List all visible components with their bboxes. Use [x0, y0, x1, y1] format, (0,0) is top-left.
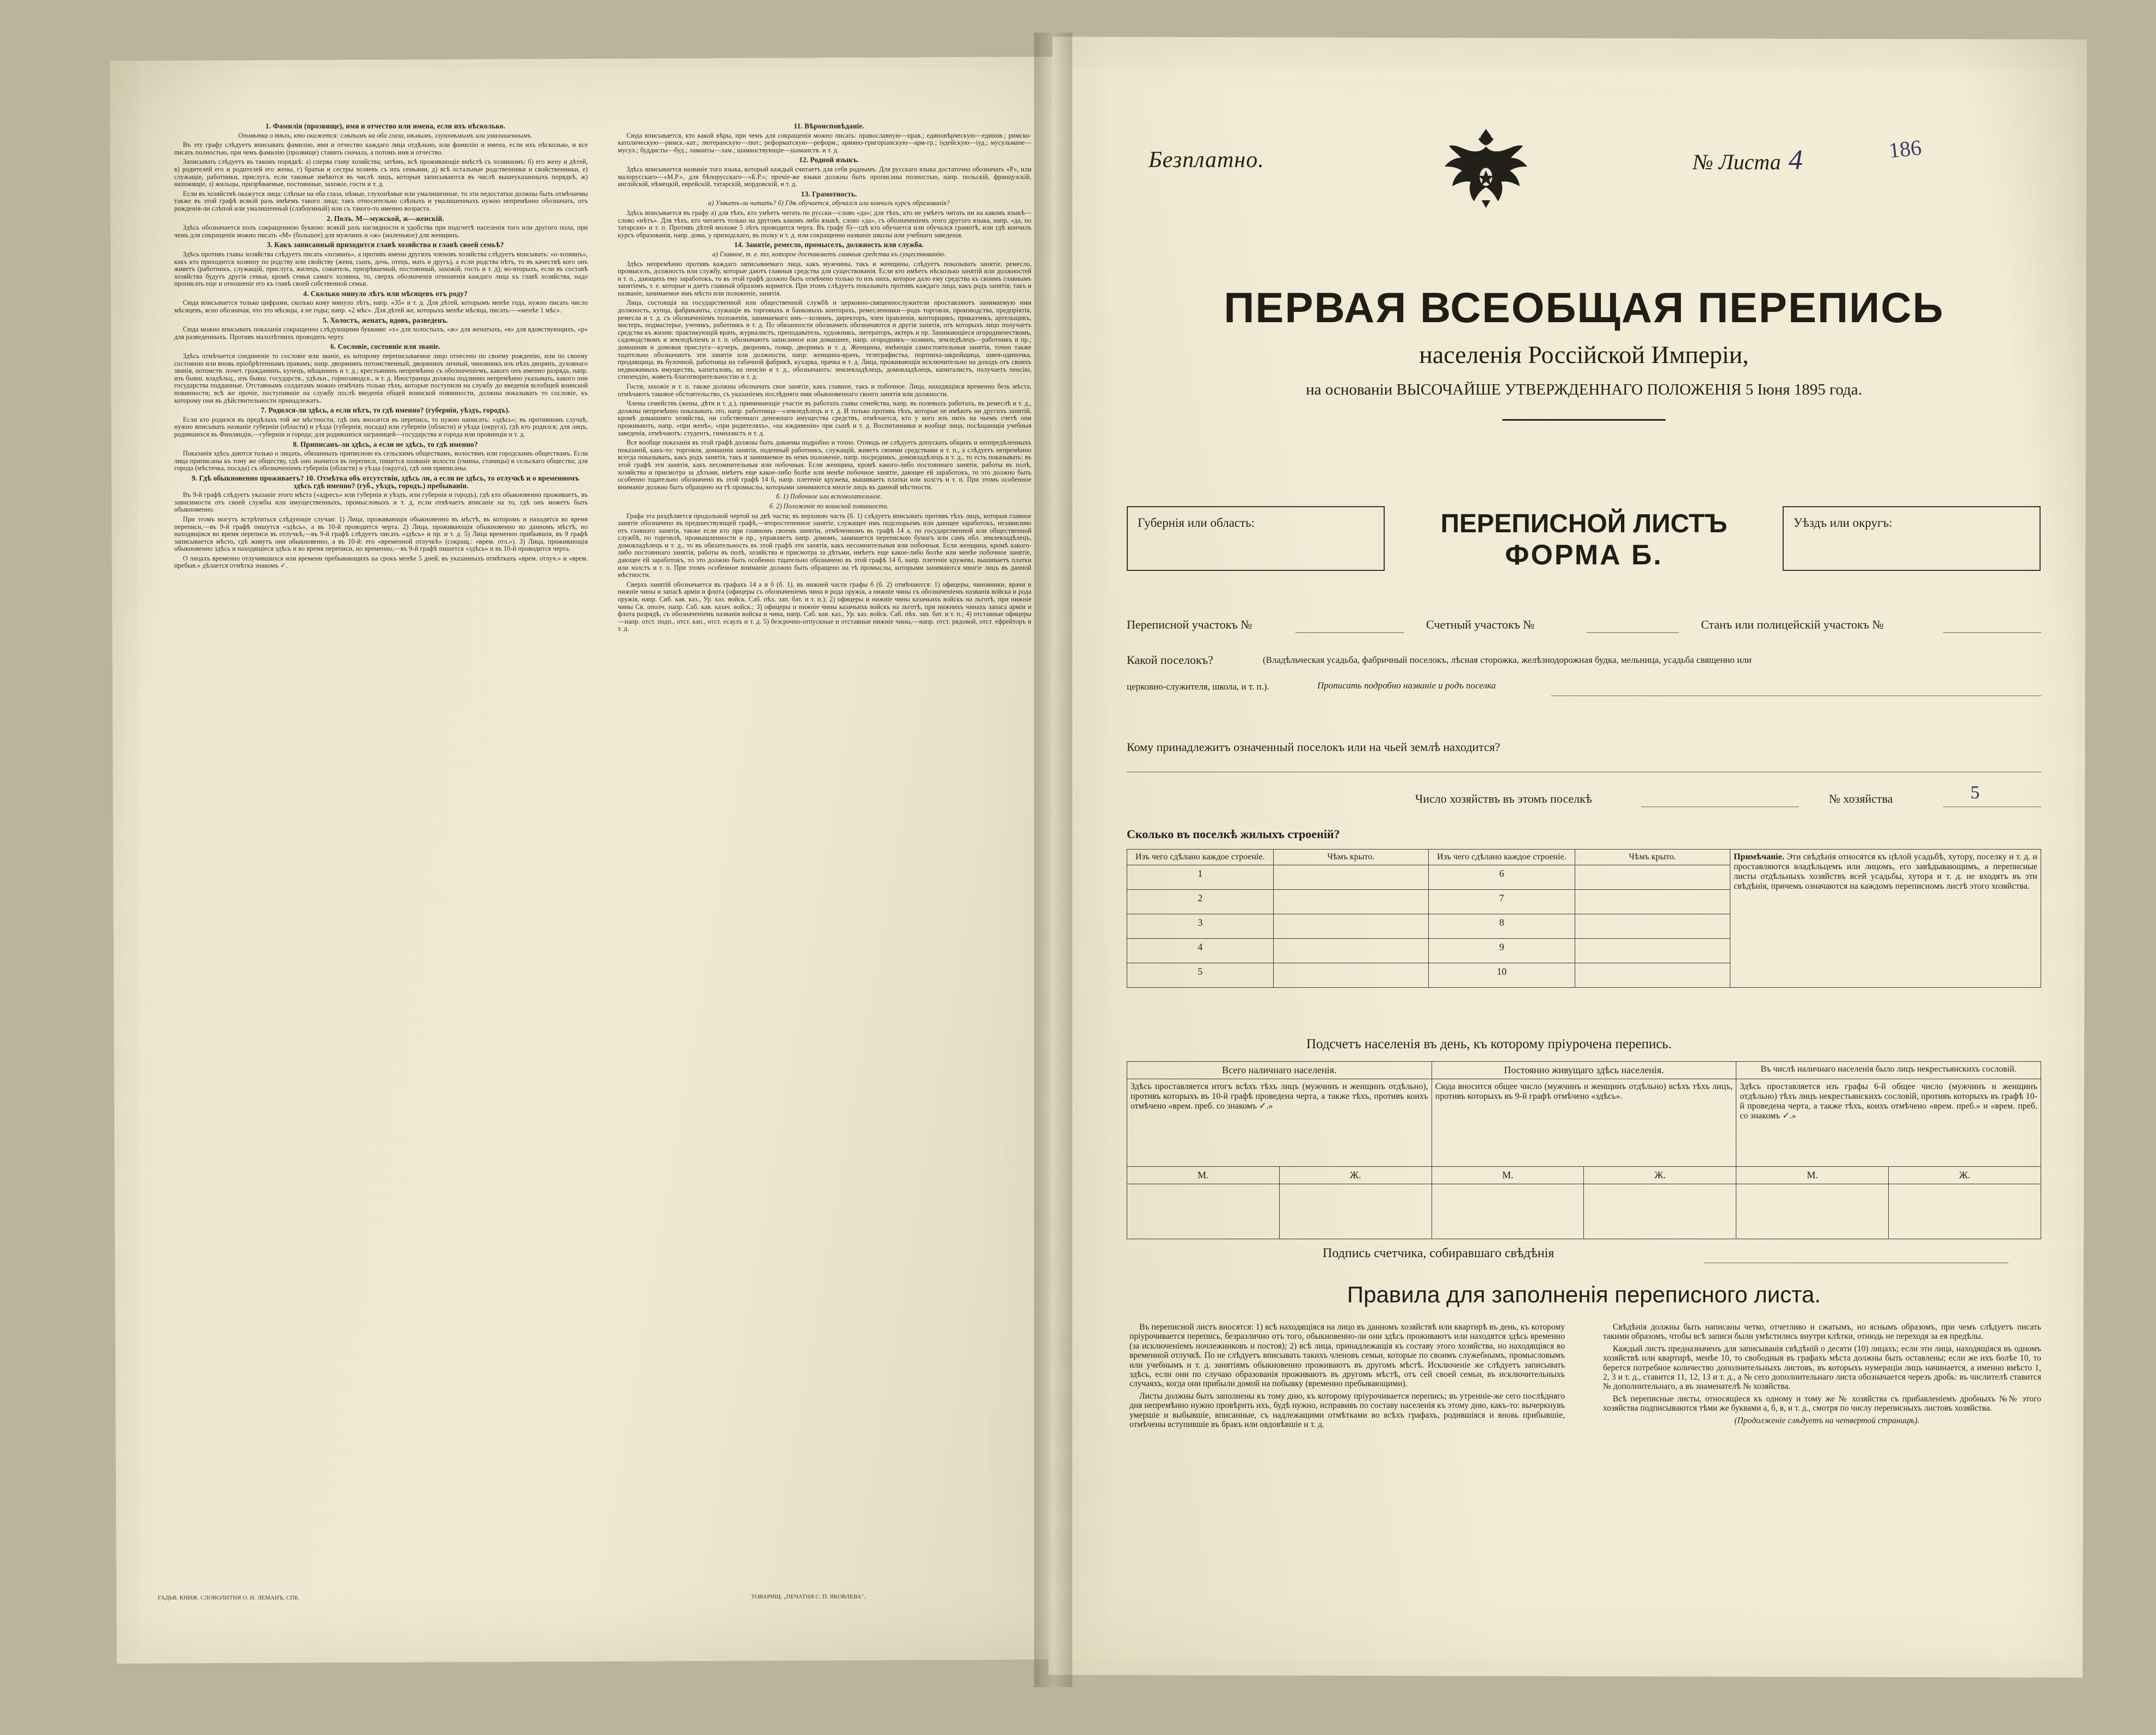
instruction-heading: 5. Холостъ, женатъ, вдовъ, разведенъ.: [322, 316, 449, 324]
rules-paragraph: Листы должны быть заполнены къ тому дню, къ которому пріурочивается перепись; въ утренніе-же сего послѣдняго дня непремѣнно нужно провѣрить ихъ, будѣ нужно, исправивъ по составу населенія къ этому дню, какъ-то: вычеркнувъ умершіе и выбывшіе, вписанные, съ надлежащими отмѣтками во всѣхъ графахъ, родившіяся и вновь прибывшіе, отмѣчены вступившіе въ бракъ или овдовѣвшіе и т. д.: [1129, 1391, 1565, 1430]
instruction-paragraph: При этомъ могутъ встрѣтиться слѣдующіе случаи: 1) Лица, проживающія обыкновенно въ мѣстѣ, въ которомъ и находятся во время переписи,—въ 9-й графѣ пишутся «здѣсь», а въ 10-й проводится черта. 2) Лица, проживающія обыкновенно во данномъ мѣстѣ, но находящіяся во время переписи въ отлучкѣ,—въ 9-й графѣ слѣдуетъ писать «здѣсь» и пр. и т. д. 5) Лица временно прибывшія, въ 9 графѣ записывается мѣсто, гдѣ живутъ они обыкновенно, а въ 10-й: его «временной отлучкѣ» (сокращ.: «врем. отл.»). 3) Лица, проживающія обыкновенно здѣсь и находящіеся здѣсь и во время переписи, но временно,—въ 9-й графѣ пишется «здѣсь» и въ 10-й проводится черта.: [174, 515, 588, 553]
free-of-charge-label: Безплатно.: [1148, 147, 1264, 173]
buildings-row-index-right: 8: [1429, 914, 1575, 939]
buildings-col-1-header: Изъ чего сдѣлано каждое строеніе.: [1127, 850, 1274, 865]
census-plot-label: Переписной участокъ №: [1127, 618, 1252, 631]
population-desc-3: Здѣсь проставляется изъ графы 6-й общее число (мужчинъ и женщинъ отдѣльно) тѣхъ лицъ некрестьянскихъ сословій, противъ которыхъ въ графѣ 10-й проведена черта, а также тѣхъ, коихъ отмѣчено «врем. преб.» и «врем. преб. со знакомъ ✓.»: [1736, 1079, 2041, 1167]
count-plot-input[interactable]: [1587, 632, 1679, 633]
buildings-col-2-header: Чѣмъ крыто.: [1273, 850, 1428, 865]
table-row[interactable]: [1127, 1184, 2041, 1239]
instruction-heading: 1. Фамилія (прозвище), имя и отчество или имена, если ихъ нѣсколько.: [265, 122, 506, 130]
population-sex-label-4: М.: [1736, 1167, 1889, 1184]
buildings-cell-roof-left[interactable]: [1273, 939, 1428, 963]
instruction-heading: 6. Сословіе, состояніе или званіе.: [330, 342, 441, 351]
police-plot-label: Станъ или полицейскій участокъ №: [1701, 618, 1884, 631]
rules-paragraph: Каждый листъ предназначенъ для записыванія свѣдѣній о десяти (10) лицахъ; если эти лица, находящіяся въ одномъ хозяйствѣ или квартирѣ, менѣе 10, то свободныя въ графахъ мѣста должны быть оставлены; если же ихъ болѣе 10, то берется потребное количество дополнительныхъ листовъ, въ которыхъ нумераціи лицъ начинается, а именно вмѣсто 1, 2, 3 и т. д., ставится 11, 12, 13 и т. д., а № сего дополнительнаго листа обозначается черезъ дробь: въ числителѣ ставится № дополнительнаго, а въ знаменателѣ № хозяйства.: [1603, 1344, 2041, 1392]
instruction-heading: 9. Гдѣ обыкновенно проживаетъ? 10. Отмѣтка объ отсутствіи, здѣсь ли, а если не здѣсь, то отлучкѣ и о временномъ здѣсь гдѣ именно? (губ., уѣздъ, городъ.) пребываніи.: [192, 473, 579, 490]
rules-paragraph: Всѣ переписные листы, относящіеся къ одному и тому же № хозяйства съ прибавленіемъ дробныхъ №№ этого хозяйства подписываются тѣми же буквами а, б, в, и т. д., смотря по числу переписныхъ листовъ хозяйства.: [1603, 1394, 2041, 1413]
signature-label: Подпись счетчика, собиравшаго свѣдѣнія: [1323, 1246, 1555, 1260]
instruction-paragraph: Если кто родился въ предѣлахъ той же мѣстности, гдѣ онъ вносится въ перепись, то нужно написать: «здѣсь»; въ противномъ случаѣ, нужно вписывать названіе губерніи (области) и уѣзда (губернія, посада) или губерніи (области) и уѣзда (округа), гдѣ кто родился; для лицъ, родившихся въ Финляндіи,—губерніи и города; для родившихся заграницей—государства и города или провинціи и т. д.: [174, 415, 588, 438]
buildings-cell-roof-left[interactable]: [1273, 865, 1428, 890]
buildings-cell-roof-right[interactable]: [1575, 939, 1730, 963]
sheet-number-label: № Листа: [1693, 150, 1781, 174]
buildings-row-index-right: 7: [1429, 890, 1575, 914]
rules-title: Правила для заполненія переписного листа.: [1347, 1282, 1821, 1307]
buildings-row-index-left: 1: [1127, 865, 1274, 890]
instruction-heading: 3. Какъ записанный приходится главѣ хозяйства и главѣ своей семьѣ?: [267, 241, 504, 249]
instruction-paragraph: Члены семействъ (жены, дѣти и т. д.), принимающіе участіе въ работахъ главы семейства, напр. въ полевыхъ работахъ, въ ремеслѣ и т. д., должны непремѣнно показывать это, напр. работница—«земледѣлецъ и т. д. И только противъ тѣхъ, которые не имѣютъ ни другихъ занятій, кромѣ домашняго хозяйства, ни собственнаго денежнаго имущества средствъ, отмѣчается, кто у кого изъ нихъ на чьемъ счетѣ они проживаютъ, напр. «при женѣ», «при родителяхъ», «на иждивеніи» при сынѣ и т. д. Воспитанники и вообще лица, посѣщающія учебныя заведенія, отмѣчаютъ: студентъ, гимназистъ и т. д.: [618, 399, 1031, 437]
instruction-heading: 11. Вѣроисповѣданіе.: [794, 122, 864, 130]
buildings-cell-roof-left[interactable]: [1273, 914, 1428, 939]
buildings-table-title: Сколько въ поселкѣ жилыхъ строеній?: [1127, 827, 1340, 841]
household-no-label: № хозяйства: [1829, 792, 1893, 805]
instruction-paragraph: Записывать слѣдуетъ въ такомъ порядкѣ: а) сперва главу хозяйства; затѣмъ, всѣ проживающіе вмѣстѣ съ хозяиномъ: б) его жену и дѣтей, в) родителей его и родителей его жены, г) братьи и сестры хозяевъ съ ихъ семьями, д) всѣ остальные родственники и свойственники, е) служащіе, работники, прислуга, если таковые имѣются въ числѣ лицъ, которыя записываются въ числѣ вышеуказанныхъ порядкѣ, ж) нахожящіе, з) жильцы, призрѣваемые, постоянные, захожіе, гости и т. д.: [174, 158, 588, 188]
buildings-row-index-left: 4: [1127, 939, 1274, 963]
rules-paragraph: Свѣдѣнія должны быть написаны четко, отчетливо и сжатымъ, но яснымъ образомъ, при чемъ слѣдуетъ писать такими образомъ, чтобы всѣ записи были умѣстились внутри клѣтки, отнюдь не переходя за ея предѣлы.: [1603, 1322, 2041, 1342]
buildings-row-index-left: 5: [1127, 963, 1274, 988]
instruction-paragraph: Въ эту графу слѣдуетъ вписывать фамилію, имя и отчество каждаго лица отдѣльно, или фамилію и имена, если ихъ нѣсколько, и все писать полностью, при чемъ фамилію (прозвище) ставить сначала, а потомъ имя и отчество.: [174, 141, 588, 156]
households-label: Число хозяйствъ въ этомъ поселкѣ: [1415, 792, 1592, 805]
instruction-subheading: а) Главное, т. е. то, которое доставляетъ главныя средства къ существованію.: [712, 250, 946, 258]
instruction-paragraph: Въ 9-й графѣ слѣдуетъ указаніе этого мѣста («адресъ» или губернія и уѣздъ, или губернія и городъ), гдѣ кто обыкновенно проживаетъ, въ зависимости отъ своей службы или имущественныхъ, промысловыхъ и т. д, если отвѣчаетъ вписаніе на то, гдѣ онъ можетъ быть обыкновенно.: [174, 491, 588, 514]
population-value-1[interactable]: [1279, 1184, 1432, 1239]
instructions-column-2: [618, 122, 1031, 1581]
buildings-row-index-left: 3: [1127, 914, 1274, 939]
buildings-col-4-header: Чѣмъ крыто.: [1575, 850, 1730, 865]
buildings-cell-roof-left[interactable]: [1273, 890, 1428, 914]
settlement-label: Какой поселокъ?: [1127, 653, 1213, 667]
buildings-table: [1127, 849, 2041, 988]
form-name: ПЕРЕПИСНОЙ ЛИСТЪ: [1440, 509, 1728, 538]
instruction-subheading: б. 2) Положеніе по воинской повинности.: [769, 502, 889, 510]
population-sex-label-3: Ж.: [1584, 1167, 1736, 1184]
population-desc-1: Здѣсь проставляется итогъ всѣхъ тѣхъ лицъ (мужчинъ и женщинъ отдѣльно), противъ которыхъ въ 10-й графѣ проведена черта, а также тѣхъ, противъ коихъ отмѣчено «врем. преб. со знакомъ ✓.»: [1127, 1079, 1432, 1167]
population-value-5[interactable]: [1889, 1184, 2041, 1239]
printer-credit-left: ГАДЬВ. КНИЖ. СЛОВОЛИТНЯ О. И. ЛЕМАНЪ, СПБ.: [158, 1595, 300, 1601]
page-legal-basis: на основаніи ВЫСОЧАЙШЕ УТВЕРЖДЕННАГО ПОЛОЖЕНІЯ 5 Іюня 1895 года.: [1306, 381, 1862, 398]
settlement-hint-3: Прописать подробно названіе и родъ поселка: [1317, 680, 1496, 691]
instruction-paragraph: Лица, состоящія на государственной или общественной службѣ и церковно-священнослужители проставляютъ занимаемую ими должность, купца, фабриканты, служащіе въ торговыхъ и банковыхъ конторахъ, ремесленники—родъ торговли, производства, предпріятія, ремесла и т. д. съ обозначеніемъ положенія, занимаемаго имъ—хозяинъ, директоръ, член правленія, конторщикъ, приказчикъ, артельщикъ, мастеръ, подмастерье, ученикъ, работникъ и т. д. По обязанности обозначить обозначаются и другія занятія, отъ которыхъ лицо получаетъ средства къ жизни: практикующій врачъ, журналистъ, преподаватель, художникъ, литераторъ, актеръ и пр. Занимающіеся огородничествомъ, садоводствомъ и земледѣліемъ и т. п. обозначаютъ записанное или домашнее, напр. огородникъ—хозяинъ, земледѣлецъ—работникъ и пр.; домашняя и домовая прислуга—кучеръ, дворникъ, повар, дворникъ и т. д. Женщины, имѣющія самостоятельныя занятія, точно также тщательно обозначаютъ эти занятія или должности, напр: женщина-врачъ, телеграфистка, портниха-закройщица, швея-одиночка, продавщица, въ булочной, работница на табачной фабрикѣ, кухарка, прачка и т. д. Лица, проживающія исключительно на доходъ отъ своихъ недвижимыхъ имуществъ, капиталовъ, на пенсію и т. д., обозначаютъ: землевладѣлецъ, домовладѣлецъ, капиталистъ, получаетъ пенсію, стипендію, живетъ благотворительностію и т. д.: [618, 299, 1031, 381]
instruction-paragraph: О лицахъ временно отлучившихся или времени пребывающихъ на срокъ менѣе 5 дней, въ указанныхъ отмѣткахъ «врем. отлуч.» и «врем. пребыв.» дѣлается отмѣтка знакомъ ✓.: [174, 554, 588, 570]
population-value-4[interactable]: [1736, 1184, 1889, 1239]
buildings-cell-roof-right[interactable]: [1575, 914, 1730, 939]
instruction-paragraph: Все вообще показанія въ этой графѣ должны быть даваемы подробно и точно. Отнюдь не слѣдуетъ допускать общихъ и неопредѣленныхъ показаній, какъ-то: торговля, домашнія занятія, поденный работникъ, служащій, живетъ своими средствами и т. п., а слѣдуетъ непремѣнно всегда показывать, какъ родъ занятія, такъ и занимаемое въ немъ положеніе, напр. посредникъ, домовладѣлецъ и т. д., то есть показывать: въ этой графѣ эти занятія, какъ несомнительныя или побочныя. Если женщина, кромѣ какого-либо постояннаго занятія, работы въ полѣ, хозяйства и присмотра за дѣтьми, имѣетъ еще какое-либо болѣе или менѣе побочное занятіе, дающее ей заработокъ, то это должно быть особенно тщательно обозначено въ этой графѣ 14 б, напр. плетеніе кружева, вышиваетъ платки или холстъ и т. п. При этомъ особенное вниманіе должно быть обращено на тѣ промыслы, которыми занимаются многіе лицъ въ данной мѣстности.: [618, 439, 1031, 491]
rules-paragraph: Въ переписной листъ вносятся: 1) всѣ находящіяся на лицо въ данномъ хозяйствѣ или квартирѣ въ день, къ которому пріурочивается перепись, безразлично отъ того, обыкновенно-ли они здѣсь проживаютъ или находятся здѣсь временно (за исключеніемъ ночлежниковъ и постоя); 2) всѣ лица, принадлежащія къ составу этого хозяйства, но находящіяся во временной отлучкѣ. По не слѣдуетъ вписывать такихъ членовъ семьи, которые по своимъ служебнымъ, промысловымъ или учебнымъ и т. д. занятіямъ обыкновенно проживаютъ въ другомъ мѣстѣ. Исключеніе же слѣдуетъ записывать здѣсь, если они по случаю образованія проживаютъ въ другомъ мѣстѣ, отъ сей своей семьи, въ исключительныхъ случаяхъ, когда они прибыли домой на побывку (временно пребывающими).: [1129, 1322, 1565, 1389]
instruction-heading: 14. Занятіе, ремесло, промыселъ, должность или служба.: [734, 241, 924, 249]
instruction-subheading: б. 1) Побочное или вспомогательное.: [776, 493, 882, 501]
page-title: ПЕРВАЯ ВСЕОБЩАЯ ПЕРЕПИСЬ: [1224, 284, 1944, 331]
population-value-2[interactable]: [1432, 1184, 1584, 1239]
buildings-cell-roof-right[interactable]: [1575, 890, 1730, 914]
population-value-3[interactable]: [1584, 1184, 1736, 1239]
instruction-heading: 13. Грамотность.: [801, 189, 857, 198]
settlement-hint-2: церковно-служителя, школа, и т. п.).: [1127, 681, 1269, 692]
buildings-cell-roof-right[interactable]: [1575, 963, 1730, 988]
buildings-col-3-header: Изъ чего сдѣлано каждое строеніе.: [1429, 850, 1575, 865]
form-letter: ФОРМА Б.: [1505, 539, 1663, 571]
count-plot-label: Счетный участокъ №: [1426, 618, 1535, 631]
instruction-heading: 2. Полъ. М—мужской, ж—женскій.: [327, 214, 444, 223]
imperial-double-eagle-crest: [1426, 122, 1546, 226]
printer-credit-mid: ТОВАРИЩ. „ПЕЧАТНЯ С. П. ЯКОВЛЕВА".: [751, 1594, 865, 1600]
buildings-row-index-right: 6: [1429, 865, 1575, 890]
population-sex-label-2: М.: [1432, 1167, 1584, 1184]
settlement-hint: (Владѣльческая усадьба, фабричный поселокъ, лѣсная сторожка, желѣзнодорожная будка, мельница, усадьба священно или: [1263, 655, 1752, 665]
population-head-1: Всего наличнаго населенія.: [1127, 1062, 1432, 1079]
population-sex-label-1: Ж.: [1279, 1167, 1432, 1184]
buildings-row-index-right: 9: [1429, 939, 1575, 963]
instruction-paragraph: Здѣсь отмѣчается соединеніе то сословіе или званіе, къ которому переписываемое лицо отнесено по своему рожденію, или по своему состоянію или вновь пріобрѣтеннымъ правамъ; напр. дворянинъ потомственный, дворянинъ личный, чиновникъ изъ нѣхъ дворянъ, духовнаго званія, потомств. почет. гражданинъ, купецъ, мѣщанинъ и т. д.; крестьянинъ непремѣнно съ обозначеніемъ, какого онъ именно разряда, напр. изъ бывш. владѣльц., изъ бывш. государств., удѣльн., горнозаводск., и т. д. Иностранцы должны подлинно непремѣнно указывать, какого они государства подданные. Отставнымъ солдатамъ можно отмѣчать только тѣхъ, которые поступили на службу до введенія всеобщей воинской повинности; всѣ же прочіе, поступившіе на службу послѣ введенія общей воинской повинности, должны показывать то сословіе, къ которому они въ дѣйствительности принадлежатъ.: [174, 352, 588, 404]
census-plot-input[interactable]: [1295, 632, 1404, 633]
instruction-paragraph: Гости, захожіе и т. п. также должны обозначать свое занятіе, какъ главное, такъ и побочное. Лица, находящіяся временно безъ мѣста, отмѣчаютъ таковое обстоятельство, съ указаніемъ послѣдняго ими обыкновеннаго своего занятія или должности.: [618, 383, 1031, 398]
folio-number-handwritten: 186: [1887, 134, 1923, 163]
population-desc-2: Сюда вносится общее число (мужчинъ и женщинъ отдѣльно) всѣхъ тѣхъ лицъ, противъ которыхъ въ 9-й графѣ отмѣчено «здѣсь».: [1432, 1079, 1736, 1167]
province-label: Губернія или область:: [1138, 516, 1255, 530]
instruction-paragraph: Сюда можно вписывать показанія сокращенно слѣдующими буквами: «х» для холостыхъ, «ж» для женатыхъ, «в» для вдовствующихъ, «р» для разведенныхъ. Противъ малолѣтнихъ проводить черту.: [174, 325, 588, 341]
instruction-paragraph: Графа эта раздѣляется продольной чертой на двѣ части; въ верхнюю часть (б. 1) слѣдуетъ вписывать противъ тѣхъ лицъ, которыя главное занятіе обозначено въ предшествующей графѣ,—второстепенное занятіе, служащее имъ подспорьемъ или дающее заработокъ, независимо отъ главнаго занятія, также если кто при главномъ своемъ занятіи, отмѣченномъ въ графѣ 14 а, по государственной или общественной службѣ, по торговлѣ, промышленности и пр., управляетъ напр. домомъ, занимается перепискою бумагъ или самъ обл. землевладѣлецъ, домовладѣлецъ и т. д., то въ обязательность въ этой графѣ эти занятія, какъ несомнительныя или побочныя. Если женщина, кромѣ какого-либо постояннаго занятія, работы въ полѣ, хозяйства и присмотра за дѣтьми, имѣетъ еще какое-либо болѣе или менѣе побочное занятіе, дающее ей заработокъ, то это должно быть особенно тщательно обозначено въ этой графѣ 14 б, напр. плетеніе кружева, вышиваетъ платки или холстъ и т. п. При этомъ особенное вниманіе должно быть обращено на тѣ промыслы, которыми занимаются многіе лицъ въ данной мѣстности.: [618, 512, 1031, 579]
instruction-paragraph: Сюда вписывается только цифрами, сколько кому минуло лѣтъ, напр. «35» и т. д. Для дѣтей, которымъ менѣе года, нужно писать число мѣсяцевъ, ясно обозначая, что это мѣсяцы, а не годы; напр. «2 мѣс». Для дѣтей же, которыхъ менѣе мѣсяца, писать:—«менѣе 1 мѣс».: [174, 299, 588, 315]
population-head-3: Въ числѣ наличнаго населенія было лицъ некрестьянскихъ сословій.: [1736, 1062, 2041, 1079]
instruction-heading: 8. Приписанъ-ли здѣсь, а если не здѣсь, то гдѣ именно?: [293, 440, 478, 448]
instruction-paragraph: Сверхъ занятій обозначается въ графахъ 14 а и б (б. 1), въ нижней части графы б (б. 2) отмѣчаются: 1) офицеры, чиновники, врачи и нижніе чины и запасѣ арміи и флота (офицеры съ обозначеніемъ чина и рода оружія, а нижніе чины съ обозначеніемъ названія войска и рода оружія, напр. Сиб. кав. каз., Ур. каз. войск. Саб. пѣх. зап. бат. и т. п.); 2) офицеры и нижніе чины казачьихъ войскъ на льготѣ, при нижніе чины Св. ополч. напр. Саб. кав. казач. войск.; 3) офицеры и нижніе чины казачьихъ войскъ на льготѣ, при нижнихъ чинахъ запаса арміи и флота разрядѣ, съ обозначеніемъ названія войска и чина, напр. Саб. кав. каз., Ур. каз. войск. Саб. пѣх. зап. бат. и т. п.; 4) отставные офицеры—напр. отст. подп., отст. кап., отст. есаулъ и т. д. 5) безсрочно-отпускные и отставные нижніе чины,—напр. отст. рядовой, отст. ефрейторъ и т. д.: [618, 580, 1031, 633]
instruction-paragraph: Сюда вписывается, кто какой вѣры, при чемъ для сокращенія можно писать: православную—прав.; единовѣрческую—единов.; римско-католическую—римск.-кат.; лютеранскую—лют.; реформатскую—реформ.; армяно-григоріанскую—арм-гр.; іудейскую—іуд.; мусульмане—мусул.; буддисты—буд.; ламаиты—лам.; шаманствующіе—шаманств. и т. д.: [618, 131, 1031, 154]
divider-rule: [1502, 419, 1666, 421]
rules-column-left: [1129, 1322, 1565, 1432]
page-subtitle: населенія Россійской Имперіи,: [1419, 341, 1749, 368]
population-sex-label-5: Ж.: [1889, 1167, 2041, 1184]
police-plot-input[interactable]: [1943, 632, 2041, 633]
population-sex-label-0: М.: [1127, 1167, 1280, 1184]
buildings-cell-roof-right[interactable]: [1575, 865, 1730, 890]
book-gutter: [1034, 33, 1072, 1687]
uezd-label: Уѣздъ или округъ:: [1793, 516, 1893, 530]
rules-paragraph: (Продолженіе слѣдуетъ на четвертой страницѣ).: [1734, 1416, 1920, 1425]
population-table: [1127, 1061, 2041, 1239]
buildings-note: Примѣчаніе. Эти свѣдѣнія относятся къ цѣлой усадьбѣ, хутору, поселку и т. д. и проставляются владѣльцемъ или лицомъ, его завѣдывающимъ, а переписные листы отдѣльныхъ хозяйствъ всей усадьбы, хутора и т. д. не входятъ въ эти свѣдѣнія, причемъ означаются на каждомъ переписномъ листѣ этого хозяйства.: [1730, 850, 2041, 988]
instructions-column-1: [174, 122, 588, 1581]
instruction-heading: 4. Сколько минуло лѣтъ или мѣсяцевъ отъ роду?: [303, 289, 468, 298]
instruction-paragraph: Здѣсь обозначается полъ сокращенною буквою: всякій разъ наглядности и удобства при подсчетѣ населенія того или другого пола, при чемъ для сокращенія можно писать «М» (большое) для мужчинъ и «ж» (маленькое) для женщинъ.: [174, 224, 588, 239]
household-no-value: 5: [1970, 783, 1980, 803]
instruction-heading: 12. Родной языкъ.: [798, 156, 859, 164]
instruction-paragraph: Здѣсь противъ главы хозяйства слѣдуетъ писать «хозяинъ», а противъ имени другихъ членовъ хозяйства слѣдуетъ вписывать: «о-хозяинъ», какъ кто приходится хозяину по родству или свойству (жена, сынъ, дочь, отецъ, мать и другъ), а если родства нѣтъ, то въ качествѣ кого онъ живетъ (работникъ, служащій, прислуга, жилецъ, сожитель, призрѣваемый, постоянный, захожій, гость и т. д); во-вторыхъ, если въ составѣ хозяйства будутъ другія семьи, кромѣ семьи самаго хозяина, то, сверхъ обозначенія отношенія каждаго лица къ главѣ хозяйства, надо прописать еще и отношеніе его къ главѣ своей собственной семьи.: [174, 250, 588, 288]
instruction-paragraph: Здѣсь непремѣнно противъ каждаго записываемаго лица, какъ мужчины, такъ и женщины, слѣдуетъ показывать занятіе, ремесло, промыселъ, должность или службу, которые даютъ главныя средства для существованія. Если кто имѣетъ нѣсколько занятій или должностей и т. п., дающихъ ему заработокъ, то въ этой графѣ должно быть отмѣчено только то изъ нихъ, которое дало ему средства къ своимъ главнымъ занятіемъ, т. е. которые и даетъ главный образомъ кормятся. При этомъ слѣдуетъ показывать противъ каждаго лица, какъ родъ занятія, такъ и названіе, занимаемое имъ мѣсто или положеніе, занятія.: [618, 260, 1031, 297]
buildings-row-index-left: 2: [1127, 890, 1274, 914]
instruction-paragraph: Если въ хозяйствѣ окажутся лица: слѣпые на оба глаза, нѣмые, глухонѣмые или умалишенные, то эти недостатки должны быть отмѣчаемы также въ этой графѣ всякій разъ имѣемъ такого лица; такъ относительно слѣпыхъ и умалишенныхъ нужно непремѣнно обозначать, отъ рожденія-ли слѣпой или умалишенный (слабоумный) или съ такого-то именно возраста.: [174, 189, 588, 212]
buildings-row-index-right: 10: [1429, 963, 1575, 988]
sheet-number-value: 4: [1788, 145, 1803, 176]
instruction-subheading: а) Умѣетъ-ли читать? б) Гдѣ обучается, обучался или кончилъ курсъ образованія?: [708, 199, 950, 207]
rules-column-right: [1603, 1322, 2041, 1428]
population-head-2: Постоянно живущаго здѣсь населенія.: [1432, 1062, 1736, 1079]
instruction-paragraph: Показанія здѣсь даются только о лицахъ, обязанныхъ приписною къ сельскимъ обществамъ, волостямъ или городскимъ обществамъ. Если лица приписаны къ тому же обществу, гдѣ оно значится въ переписи, пишется названіе волости (гмины, станицы) и сельскаго общества; для города (мѣстечка, посада) съ обозначеніемъ губерніи (области) и уѣзда (округа), гдѣ они приписаны.: [174, 450, 588, 472]
instruction-paragraph: Здѣсь вписывается въ графу а) для тѣхъ, кто умѣетъ читать по русски—слово «да»; для тѣхъ, кто не умѣетъ читать ни на какомъ языкѣ—слово «нѣтъ». Для тѣхъ, кто читаетъ только на другомъ какомъ либо языкѣ, слово «да», съ обозначеніемъ этого другого языка, напр. «да, по татарски» и т. п. Противъ дѣтей моложе 5 лѣтъ проводится черта. Въ графу б)—гдѣ кто обучается или обучался грамотѣ, или гдѣ кончилъ курсъ образованія, напр. дома, у приходскаго, въ полку и т. д. или сокращенно названіе школы или учебнаго заведенія.: [618, 208, 1031, 239]
instruction-paragraph: Здѣсь вписывается названіе того языка, который каждый считаетъ для себя роднымъ. Для русскаго языка достаточно обозначать «Р», или малорусскаго—«М.Р.», для бѣлорусскаго—«Б.Р.»; прочіе-же языки должны быть прописаны полностью, напр. польскій, французскій, англійскій, нѣмецкій, еврейскій, татарскій, мордовскій, и т. д.: [618, 165, 1031, 188]
population-table-title: Подсчетъ населенія въ день, къ которому пріурочена перепись.: [1306, 1037, 1672, 1051]
owner-label: Кому принадлежитъ означенный поселокъ или на чьей землѣ находится?: [1127, 740, 1501, 754]
population-value-0[interactable]: [1127, 1184, 1280, 1239]
instruction-heading: 7. Родился-ли здѣсь, а если нѣтъ, то гдѣ именно? (губернія, уѣздъ, городъ).: [261, 406, 510, 415]
sheet-number-field: [1693, 144, 1803, 176]
instruction-subheading: Отмѣтка о тѣхъ, кто окажется: слѣпымъ на оба глаза, нѣмымъ, глухонѣмымъ или умалишеннымъ.: [238, 131, 533, 139]
buildings-cell-roof-left[interactable]: [1273, 963, 1428, 988]
